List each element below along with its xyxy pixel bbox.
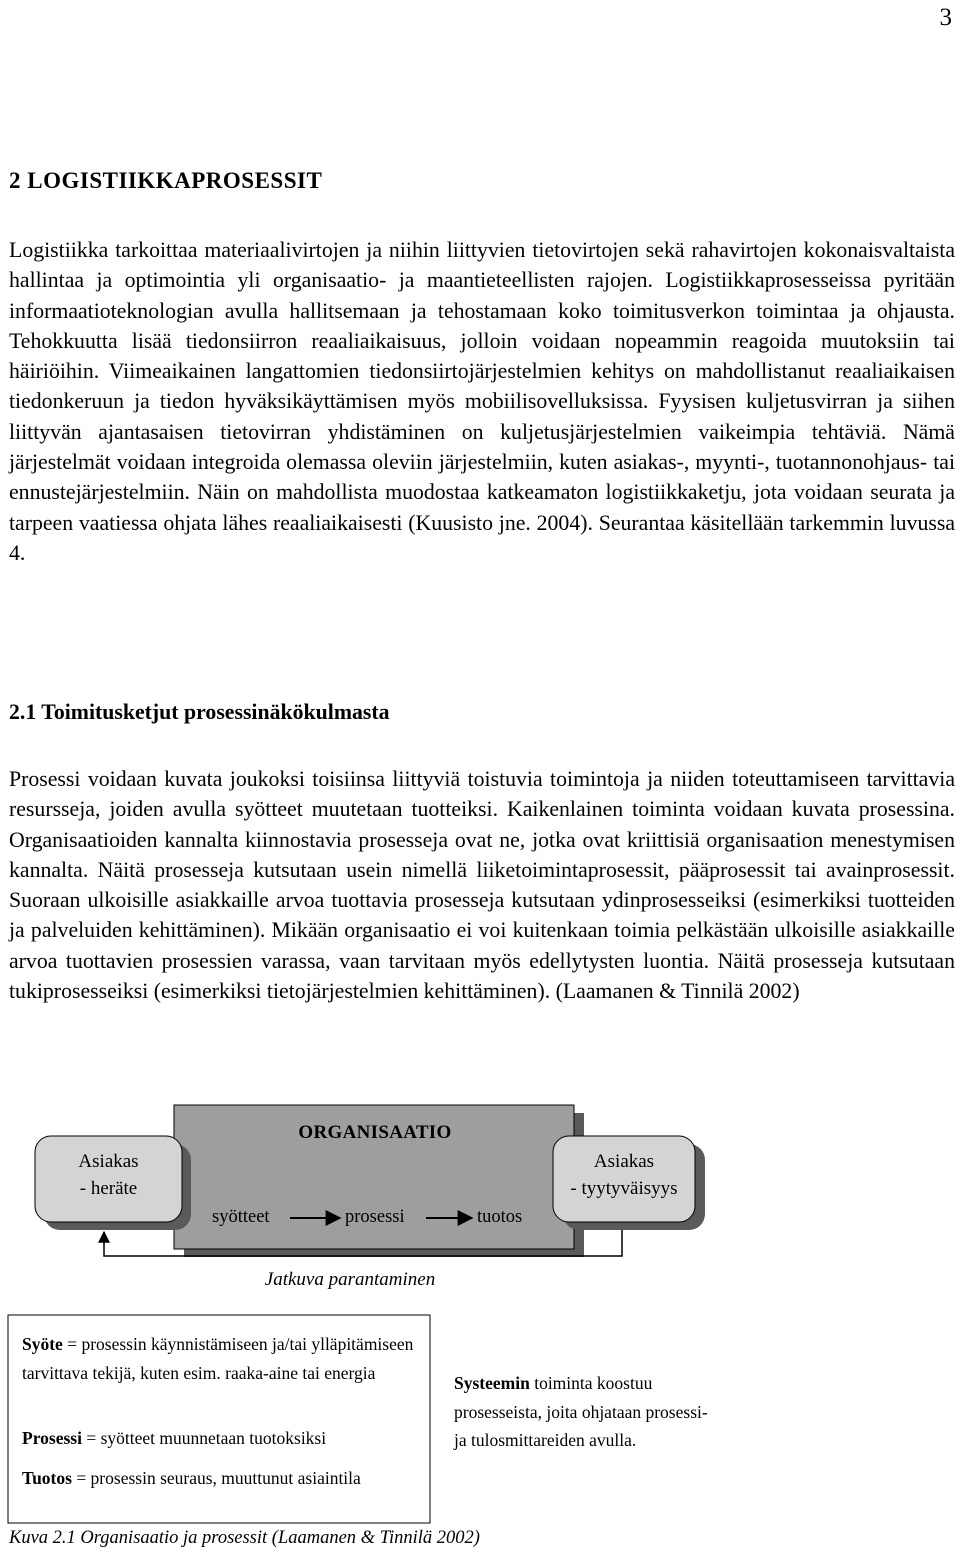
left-customer-line2: - heräte — [79, 1178, 138, 1199]
flow-input: syötteet — [212, 1207, 270, 1227]
right-customer-line2: - tyytyväisyys — [570, 1178, 678, 1199]
page-number: 3 — [939, 4, 952, 31]
definition-tuotos — [22, 1464, 392, 1493]
definition-systeemi-text: toiminta koostuu prosesseista, joita ohjataan prosessi- ja tulosmittareiden avulla. — [454, 1373, 708, 1450]
paragraph-logistics: Logistiikka tarkoittaa materiaalivirtojen ja niihin liittyvien tietovirtojen sekä rahavirtojen kokonaisvaltaista hallintaa ja optimointia yli organisaatio- ja maantieteellisten rajojen. Logistiikkaprosesseissa pyritään informaatioteknologian avulla hallitsemaan ja tehostamaan koko toimitusverkon toimintaa ja ohjausta. Tehokkuutta lisää tiedonsiirron reaaliaikaisuus, jolloin voidaan nopeammin reagoida muutoksiin tai häiriöihin. Viimeaikainen langattomien tiedonsiirtojärjestelmien kehitys on mahdollistanut reaaliaikaisen tiedonkeruun ja tiedon hyväksikäyttämisen myös mobiilisovelluksissa. Fyysisen kuljetusvirran ja siihen liittyvän ajantasaisen tietovirran yhdistäminen on kuljetusjärjestelmien vaikeimpia tehtäviä. Nämä järjestelmät voidaan integroida olemassa oleviin järjestelmiin, kuten asiakas-, myynti-, tuotannonohjaus- tai ennustejärjestelmiin. Näin on mahdollista muodostaa katkeamaton logistiikkaketju, jota voidaan seurata ja tarpeen vaatiessa ohjata lähes reaaliaikaisesti (Kuusisto jne. 2004). Seurantaa käsitellään tarkemmin luvussa 4. — [9, 238, 955, 565]
section-title: 2.1 Toimitusketjut prosessinäkökulmasta — [9, 700, 390, 724]
definition-prosessi-text: = syötteet muunnetaan tuotoksiksi — [81, 1428, 327, 1448]
definition-systeemi — [454, 1369, 719, 1455]
definition-systeemi-term: Systeemin — [454, 1373, 530, 1393]
left-customer-line1: Asiakas — [78, 1151, 139, 1172]
org-title: ORGANISAATIO — [298, 1122, 452, 1143]
definition-tuotos-term: Tuotos — [22, 1468, 72, 1488]
loop-label: Jatkuva parantaminen — [264, 1269, 436, 1290]
right-customer-line1: Asiakas — [593, 1151, 655, 1172]
figure-caption: Kuva 2.1 Organisaatio ja prosessit (Laamanen & Tinnilä 2002) — [9, 1528, 480, 1548]
right-customer-label — [553, 1148, 695, 1202]
definition-syote-text: = prosessin käynnistämiseen ja/tai ylläpitämiseen tarvittava tekijä, kuten esim. raaka-aine tai energia — [22, 1334, 414, 1383]
definition-prosessi — [22, 1424, 422, 1453]
flow-output: tuotos — [477, 1207, 523, 1227]
flow-process: prosessi — [345, 1207, 405, 1227]
paragraph-process: Prosessi voidaan kuvata joukoksi toisiinsa liittyviä toistuvia toimintoja ja niiden toteuttamiseen tarvittavia resursseja, joiden avulla syötteet muutetaan tuotteiksi. Kaikenlainen toiminta voidaan kuvata prosessina. Organisaatioiden kannalta kiinnostavia prosesseja ovat ne, jotka ovat kriittisiä organisaation menestymisen kannalta. Näitä prosesseja kutsutaan usein nimellä liiketoimintaprosessit, pääprosessit tai avainprosessit. Suoraan ulkoisille asiakkaille arvoa tuottavia prosesseja kutsutaan ydinprosesseiksi (esimerkiksi tuotteiden ja palveluiden kehittäminen). Mikään organisaatio ei voi kuitenkaan toimia pelkästään ulkoisille asiakkaille arvoa tuottavien prosessien varassa, vaan tarvitaan myös edellytysten luontia. Näitä prosesseja kutsutaan tukiprosesseiksi (esimerkiksi tietojärjestelmien kehittäminen). (Laamanen & Tinnilä 2002) — [9, 767, 955, 1004]
definition-syote — [22, 1330, 422, 1387]
definition-prosessi-term: Prosessi — [22, 1428, 82, 1448]
definition-syote-term: Syöte — [22, 1334, 63, 1354]
left-customer-label — [35, 1148, 182, 1202]
chapter-title: 2 LOGISTIIKKAPROSESSIT — [9, 168, 323, 193]
definition-tuotos-text: = prosessin seuraus, muuttunut asiaintila — [71, 1468, 361, 1488]
